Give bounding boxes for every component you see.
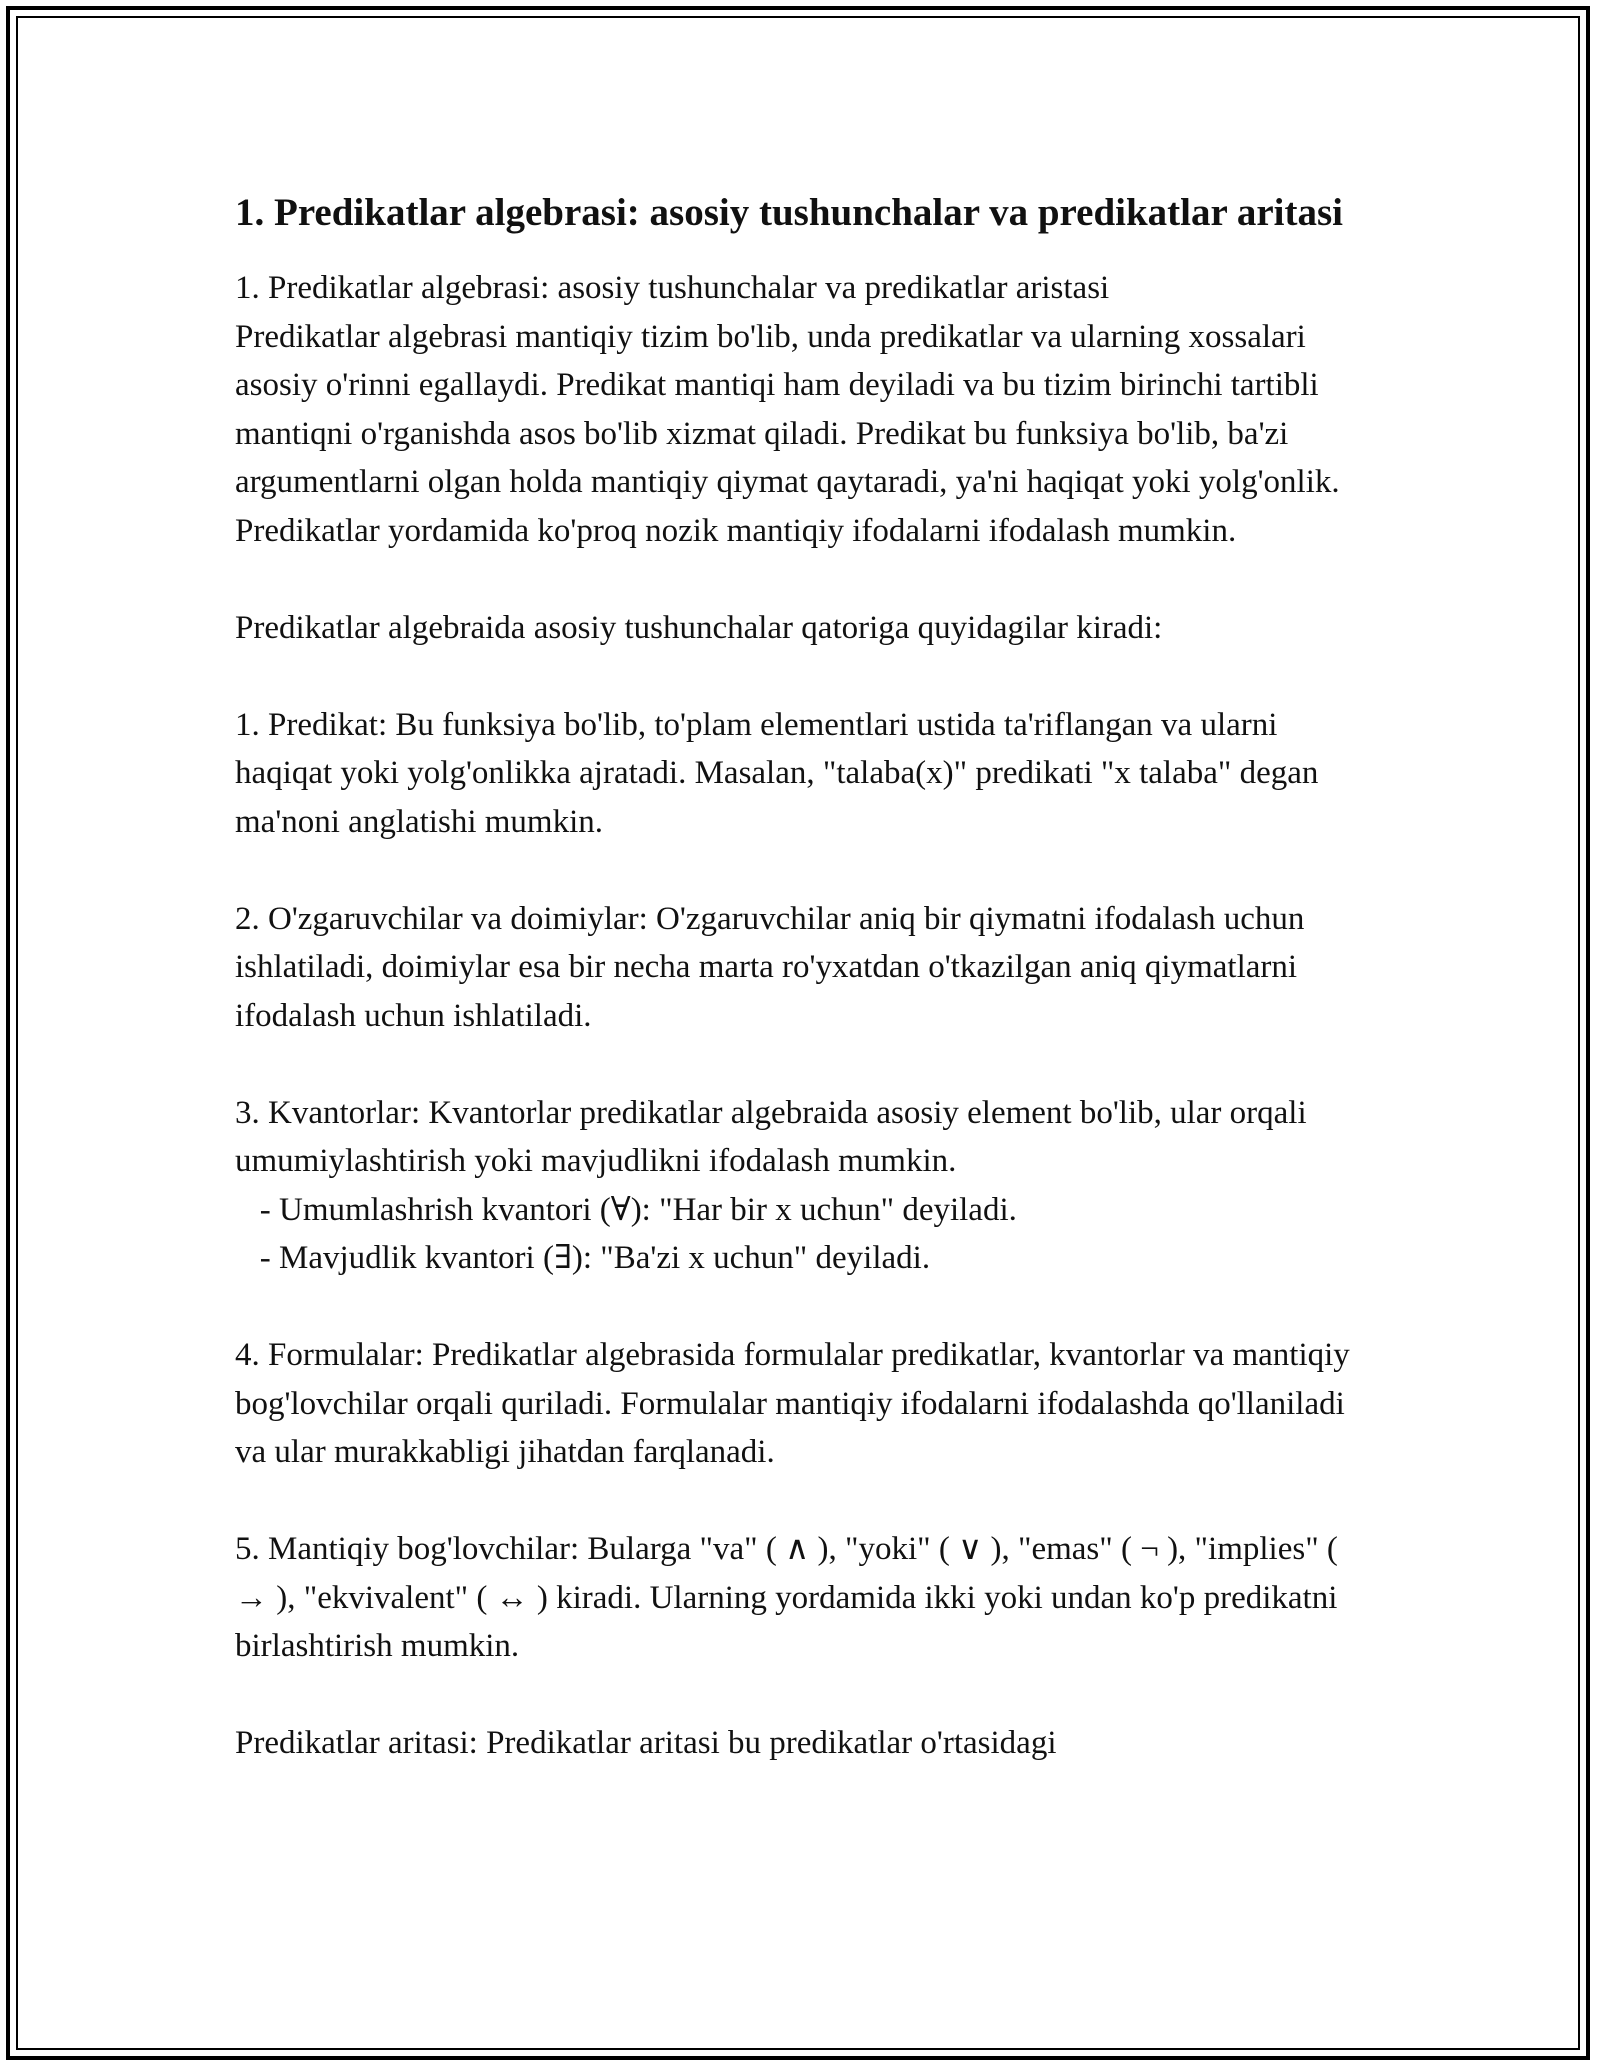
concept-item-formulas: 4. Formulalar: Predikatlar algebrasida formulalar predikatlar, kvantorlar va mantiqiy bog'lovchilar orqali quriladi. Formulalar mantiqiy ifodalarni ifodalashda qo'llaniladi va ular murakkabligi jihatdan farqlanadi. [235,1337,1359,1470]
paragraph-gap [235,652,1365,701]
paragraph-gap [235,1477,1365,1526]
concept-item-connectives: 5. Mantiqiy bog'lovchilar: Bularga "va" ( ∧ ), "yoki" ( ∨ ), "emas" ( ¬ ), "implies" ( → ), "ekvivalent" ( ↔ ) kiradi. Ularning yordamida ikki yoki undan ko'p predikatni birlashtirish mumkin. [235,1531,1347,1664]
arity-lead-paragraph: Predikatlar aritasi: Predikatlar aritasi bu predikatlar o'rtasidagi [235,1725,1057,1761]
document-heading: 1. Predikatlar algebrasi: asosiy tushunchalar va predikatlar aritasi [235,191,1343,234]
concept-item-predicate: 1. Predikat: Bu funksiya bo'lib, to'plam elementlari ustida ta'riflangan va ularni haqiqat yoki yolg'onlikka ajratadi. Masalan, "talaba(x)" predikati "x talaba" degan ma'noni anglatishi mumkin. [235,706,1327,840]
intro-paragraph: 1. Predikatlar algebrasi: asosiy tushunchalar va predikatlar aristasi Predikatlar algebrasi mantiqiy tizim bo'lib, unda predikatlar va ularning xossalari asosiy o'rinni egallaydi. Predikat mantiqi ham deyiladi va bu tizim birinchi tartibli mantiqni o'rganishda asos bo'lib xizmat qiladi. Predikat bu funksiya bo'lib, ba'zi argumentlarni olgan holda mantiqiy qiymat qaytaradi, ya'ni haqiqat yoki yolg'onlik. Predikatlar yordamida ko'proq nozik mantiqiy ifodalarni ifodalash mumkin. [235,270,1340,549]
concept-item-variables: 2. O'zgaruvchilar va doimiylar: O'zgaruvchilar aniq bir qiymatni ifodalash uchun ishlatiladi, doimiylar esa bir necha marta ro'yxatdan o'tkazilgan aniq qiymatlarni ifodalash uchun ishlatiladi. [235,900,1313,1034]
concepts-lead-paragraph: Predikatlar algebraida asosiy tushunchalar qatoriga quyidagilar kiradi: [235,609,1163,646]
paragraph-gap [235,1040,1365,1089]
paragraph-gap [235,1671,1365,1720]
paragraph-gap [235,555,1365,604]
concept-item-quantifiers: 3. Kvantorlar: Kvantorlar predikatlar algebraida asosiy element bo'lib, ular orqali umumiylashtirish yoki mavjudlikni ifodalash mumkin. - Umumlashrish kvantori (∀): "Har bir x uchun" deyiladi. - Mavjudlik kvantori (∃): "Ba'zi x uchun" deyiladi. [235,1094,1307,1276]
paragraph-gap [235,1283,1365,1332]
paragraph-gap [235,846,1365,895]
document-body [235,186,1365,1768]
